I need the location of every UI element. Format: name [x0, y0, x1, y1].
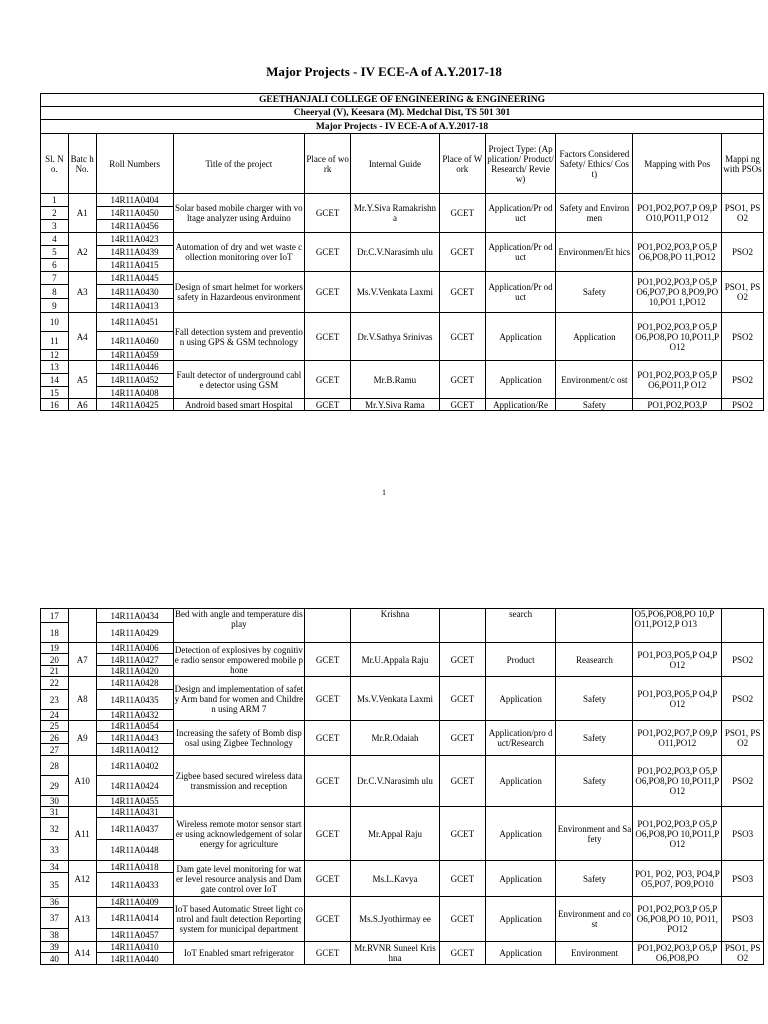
internal-guide-cell: Mr.Y.Siva Rama [351, 399, 440, 411]
document-title: Major Projects - IV ECE-A of A.Y.2017-18 [266, 64, 502, 79]
internal-guide-cell: Mr.R.Odaiah [351, 721, 440, 756]
projects-table-page1 [40, 93, 764, 411]
pso-mapping-cell: PSO1, PSO2 [722, 721, 764, 756]
sl-number-cell: 18 [41, 623, 69, 643]
batch-cell: A9 [68, 721, 96, 756]
factors-cell: Safety [556, 399, 633, 411]
internal-guide-cell: Mr.U.Appala Raju [351, 643, 440, 677]
sl-number-cell: 12 [41, 350, 69, 361]
table-row [41, 643, 764, 654]
project-type-cell: Application/pro duct/Research [485, 721, 556, 756]
project-type-cell: Application/Pr oduct [485, 272, 556, 313]
batch-cell: A1 [68, 194, 96, 233]
factors-cell: Safety [556, 721, 633, 756]
place-of-work-2-cell: GCET [439, 861, 485, 897]
internal-guide-cell: Ms.V.Venkata Laxmi [351, 677, 440, 721]
pso-mapping-cell: PSO1, PSO2 [722, 194, 764, 233]
place-of-work-cell: GCET [305, 313, 351, 361]
project-type-cell: Application [485, 942, 556, 965]
college-name: GEETHANJALI COLLEGE OF ENGINEERING & ENGINEERING [41, 94, 764, 107]
po-mapping-cell: PO1,PO3,PO5,P O4,PO12 [633, 677, 722, 721]
project-type-cell: Application [485, 897, 556, 942]
header-sl: Sl. No. [41, 134, 69, 194]
sl-number-cell: 24 [41, 710, 69, 721]
table-row [41, 942, 764, 953]
po-mapping-cell: PO1,PO2,PO3,P O5,PO6,PO8,PO 10,PO11,PO12 [633, 313, 722, 361]
po-mapping-cell: PO1,PO2,PO7,P O9,PO10,PO11,P O12 [633, 194, 722, 233]
roll-number-cell: 14R11A0415 [96, 259, 173, 272]
place-of-work-cell: GCET [305, 861, 351, 897]
factors-cell: Reasearch [556, 643, 633, 677]
po-mapping-cell: PO1, PO2, PO3, PO4,PO5,PO7, PO9,PO10 [633, 861, 722, 897]
sl-number-cell: 23 [41, 690, 69, 710]
roll-number-cell: 14R11A0450 [96, 207, 173, 220]
project-type-cell: Application [485, 313, 556, 361]
batch-cell: A3 [68, 272, 96, 313]
factors-cell: Environment [556, 942, 633, 965]
batch-cell: A14 [68, 942, 96, 965]
project-title-cell: Zigbee based secured wireless data transmission and reception [173, 756, 305, 807]
project-type-cell: Application [485, 756, 556, 807]
table-subtitle: Major Projects - IV ECE-A of A.Y.2017-18 [41, 120, 764, 134]
header-guide: Internal Guide [351, 134, 440, 194]
sl-number-cell: 28 [41, 756, 69, 776]
place-of-work-2-cell: GCET [439, 942, 485, 965]
project-title-cell: Solar based mobile charger with voltage analyzer using Arduino [173, 194, 305, 233]
po-mapping-cell: PO1,PO2,PO3,P [633, 399, 722, 411]
pso-mapping-cell: PSO3 [722, 897, 764, 942]
roll-number-cell: 14R11A0451 [96, 313, 173, 332]
internal-guide-cell: Mr.B.Ramu [351, 361, 440, 399]
roll-number-cell: 14R11A0413 [96, 299, 173, 313]
sl-number-cell: 5 [41, 246, 69, 259]
factors-cell [556, 609, 633, 643]
roll-number-cell: 14R11A0452 [96, 374, 173, 387]
project-type-cell: Product [485, 643, 556, 677]
pso-mapping-cell: PSO2 [722, 233, 764, 272]
table-row [41, 194, 764, 207]
place-of-work-cell: GCET [305, 399, 351, 411]
place-of-work-2-cell: GCET [439, 897, 485, 942]
roll-number-cell: 14R11A0457 [96, 929, 173, 942]
roll-number-cell: 14R11A0424 [96, 776, 173, 796]
place-of-work-2-cell: GCET [439, 677, 485, 721]
header-title: Title of the project [173, 134, 305, 194]
batch-cell: A8 [68, 677, 96, 721]
table-row [41, 677, 764, 690]
internal-guide-cell: Mr.Y.Siva Ramakrishna [351, 194, 440, 233]
project-title-cell: IoT Enabled smart refrigerator [173, 942, 305, 965]
header-factors: Factors Considered Safety/ Ethics/ Cost) [556, 134, 633, 194]
project-title-cell: Increasing the safety of Bomb disposal using Zigbee Technology [173, 721, 305, 756]
place-of-work-cell: GCET [305, 756, 351, 807]
roll-number-cell: 14R11A0454 [96, 721, 173, 732]
roll-number-cell: 14R11A0456 [96, 220, 173, 233]
roll-number-cell: 14R11A0432 [96, 710, 173, 721]
roll-number-cell: 14R11A0445 [96, 272, 173, 285]
factors-cell: Safety [556, 861, 633, 897]
project-type-cell: search [485, 609, 556, 643]
table-row [41, 609, 764, 623]
factors-cell: Environmen/Et hics [556, 233, 633, 272]
header-psos: Mappi ng with PSOs [722, 134, 764, 194]
project-type-cell: Application [485, 807, 556, 861]
roll-number-cell: 14R11A0439 [96, 246, 173, 259]
sl-number-cell: 27 [41, 744, 69, 756]
po-mapping-cell: PO1,PO2,PO7,P O9,PO11,PO12 [633, 721, 722, 756]
batch-cell: A7 [68, 643, 96, 677]
place-of-work-2-cell: GCET [439, 313, 485, 361]
factors-cell: Environment and cost [556, 897, 633, 942]
batch-cell: A11 [68, 807, 96, 861]
po-mapping-cell: PO1,PO2,PO3,P O5,PO6,PO11,P O12 [633, 361, 722, 399]
batch-cell: A5 [68, 361, 96, 399]
project-type-cell: Application [485, 861, 556, 897]
project-title-cell: Wireless remote motor sensor starter using acknowledgement of solar energy for agriculture [173, 807, 305, 861]
sl-number-cell: 9 [41, 299, 69, 313]
roll-number-cell: 14R11A0404 [96, 194, 173, 207]
table-row [41, 721, 764, 732]
header-batch: Batc h No. [68, 134, 96, 194]
sl-number-cell: 4 [41, 233, 69, 246]
place-of-work-cell: GCET [305, 272, 351, 313]
po-mapping-cell: PO1,PO2,PO3,P O5,PO6,PO8,PO [633, 942, 722, 965]
batch-cell [68, 609, 96, 643]
po-mapping-cell: PO1,PO3,PO5,P O4,PO12 [633, 643, 722, 677]
table-row [41, 807, 764, 818]
sl-number-cell: 2 [41, 207, 69, 220]
batch-cell: A6 [68, 399, 96, 411]
place-of-work-2-cell: GCET [439, 721, 485, 756]
roll-number-cell: 14R11A0410 [96, 942, 173, 953]
place-of-work-cell [305, 609, 351, 643]
project-title-cell: Design of smart helmet for workers safety in Hazardeous environment [173, 272, 305, 313]
place-of-work-cell: GCET [305, 677, 351, 721]
sl-number-cell: 21 [41, 666, 69, 677]
place-of-work-2-cell: GCET [439, 399, 485, 411]
roll-number-cell: 14R11A0428 [96, 677, 173, 690]
project-title-cell: Fall detection system and prevention using GPS & GSM technology [173, 313, 305, 361]
project-title-cell: Fault detector of underground cable detector using GSM [173, 361, 305, 399]
project-type-cell: Application/Re [485, 399, 556, 411]
place-of-work-2-cell [439, 609, 485, 643]
sl-number-cell: 3 [41, 220, 69, 233]
roll-number-cell: 14R11A0409 [96, 897, 173, 908]
internal-guide-cell: Dr.C.V.Narasimh ulu [351, 756, 440, 807]
roll-number-cell: 14R11A0418 [96, 861, 173, 873]
place-of-work-2-cell: GCET [439, 756, 485, 807]
factors-cell: Safety [556, 756, 633, 807]
header-project-type: Project Type: (Application/ Product/ Research/ Review) [485, 134, 556, 194]
place-of-work-cell: GCET [305, 643, 351, 677]
sl-number-cell: 36 [41, 897, 69, 908]
roll-number-cell: 14R11A0437 [96, 818, 173, 840]
sl-number-cell: 11 [41, 332, 69, 350]
header-place-of-work: Place of work [305, 134, 351, 194]
header-pos: Mapping with Pos [633, 134, 722, 194]
place-of-work-cell: GCET [305, 361, 351, 399]
table-row [41, 272, 764, 285]
roll-number-cell: 14R11A0402 [96, 756, 173, 776]
internal-guide-cell: Ms.V.Venkata Laxmi [351, 272, 440, 313]
project-title-cell: Detection of explosives by cognitive radio sensor empowered mobile phone [174, 644, 303, 675]
place-of-work-cell: GCET [305, 897, 351, 942]
sl-number-cell: 19 [41, 643, 69, 654]
roll-number-cell: 14R11A0443 [96, 732, 173, 744]
sl-number-cell: 37 [41, 908, 69, 929]
po-mapping-cell: PO1,PO2,PO3,P O5,PO6,PO8,PO 10,PO11,PO12 [633, 807, 722, 861]
batch-cell: A10 [68, 756, 96, 807]
table-row [41, 861, 764, 873]
table-row [41, 361, 764, 374]
place-of-work-2-cell: GCET [439, 233, 485, 272]
project-title-cell: Automation of dry and wet waste collection monitoring over IoT [173, 233, 305, 272]
roll-number-cell: 14R11A0455 [96, 796, 173, 807]
place-of-work-2-cell: GCET [439, 272, 485, 313]
batch-cell: A13 [68, 897, 96, 942]
table-row [41, 233, 764, 246]
roll-number-cell: 14R11A0423 [96, 233, 173, 246]
internal-guide-cell: Ms.L.Kavya [351, 861, 440, 897]
roll-number-cell: 14R11A0440 [96, 953, 173, 965]
sl-number-cell: 6 [41, 259, 69, 272]
batch-cell: A2 [68, 233, 96, 272]
po-mapping-cell: O5,PO6,PO8,PO 10,PO11,PO12,P O13 [633, 609, 722, 643]
pso-mapping-cell [722, 609, 764, 643]
place-of-work-cell: GCET [305, 233, 351, 272]
pso-mapping-cell: PSO3 [722, 807, 764, 861]
table-row [41, 399, 764, 411]
project-type-cell: Application [485, 677, 556, 721]
projects-table-page2 [40, 608, 764, 965]
roll-number-cell: 14R11A0408 [96, 387, 173, 399]
roll-number-cell: 14R11A0460 [96, 332, 173, 350]
sl-number-cell: 20 [41, 654, 69, 666]
roll-number-cell: 14R11A0448 [96, 840, 173, 861]
sl-number-cell: 33 [41, 840, 69, 861]
sl-number-cell: 15 [41, 387, 69, 399]
college-address: Cheeryal (V), Keesara (M). Medchal Dist, TS 501 301 [41, 107, 764, 120]
sl-number-cell: 10 [41, 313, 69, 332]
place-of-work-cell: GCET [305, 194, 351, 233]
po-mapping-cell: PO1,PO2,PO3,P O5,PO6,PO8,PO 10, PO11,PO12 [633, 897, 722, 942]
sl-number-cell: 32 [41, 818, 69, 840]
roll-number-cell: 14R11A0412 [96, 744, 173, 756]
sl-number-cell: 1 [41, 194, 69, 207]
pso-mapping-cell: PSO2 [722, 313, 764, 361]
roll-number-cell: 14R11A0459 [96, 350, 173, 361]
po-mapping-cell: PO1,PO2,PO3,P O5,PO6,PO7,PO 8,PO9,PO10,PO1 1,PO12 [633, 272, 722, 313]
pso-mapping-cell: PSO2 [722, 399, 764, 411]
factors-cell: Environment/c ost [556, 361, 633, 399]
factors-cell: Safety and Environmen [556, 194, 633, 233]
project-type-cell: Application/Pr oduct [485, 233, 556, 272]
internal-guide-cell: Dr.V.Sathya Srinivas [351, 313, 440, 361]
place-of-work-cell: GCET [305, 807, 351, 861]
project-title-cell: Dam gate level monitoring for water level resource analysis and Dam gate control over IoT [173, 861, 305, 897]
roll-number-cell: 14R11A0429 [96, 623, 173, 643]
po-mapping-cell: PO1,PO2,PO3,P O5,PO6,PO8,PO 10,PO11,PO12 [633, 756, 722, 807]
sl-number-cell: 39 [41, 942, 69, 953]
roll-number-cell: 14R11A0433 [96, 873, 173, 897]
pso-mapping-cell: PSO2 [722, 643, 764, 677]
project-type-cell: Application/Pr oduct [485, 194, 556, 233]
roll-number-cell: 14R11A0425 [96, 399, 173, 411]
roll-number-cell: 14R11A0430 [96, 285, 173, 299]
project-title-cell: Design and implementation of safety Arm band for women and Children using ARM 7 [173, 677, 305, 721]
factors-cell: Application [556, 313, 633, 361]
sl-number-cell: 34 [41, 861, 69, 873]
page-number: 1 [382, 488, 386, 497]
roll-number-cell: 14R11A0414 [96, 908, 173, 929]
batch-cell: A4 [68, 313, 96, 361]
sl-number-cell: 17 [41, 609, 69, 623]
table-row [41, 313, 764, 332]
sl-number-cell: 8 [41, 285, 69, 299]
factors-cell: Safety [556, 677, 633, 721]
roll-number-cell: 14R11A0406 [96, 643, 173, 654]
place-of-work-2-cell: GCET [439, 807, 485, 861]
internal-guide-cell: Mr.RVNR Suneel Krishna [351, 942, 440, 965]
internal-guide-cell: Ms.S.Jyothirmay ee [351, 897, 440, 942]
sl-number-cell: 30 [41, 796, 69, 807]
header-roll: Roll Numbers [96, 134, 173, 194]
sl-number-cell: 14 [41, 374, 69, 387]
roll-number-cell: 14R11A0420 [96, 666, 173, 677]
sl-number-cell: 13 [41, 361, 69, 374]
sl-number-cell: 26 [41, 732, 69, 744]
roll-number-cell: 14R11A0427 [96, 654, 173, 666]
sl-number-cell: 40 [41, 953, 69, 965]
sl-number-cell: 7 [41, 272, 69, 285]
factors-cell: Safety [556, 272, 633, 313]
pso-mapping-cell: PSO1, PSO2 [722, 942, 764, 965]
sl-number-cell: 35 [41, 873, 69, 897]
header-row [41, 134, 764, 194]
internal-guide-cell: Krishna [351, 609, 440, 643]
pso-mapping-cell: PSO1, PSO2 [722, 272, 764, 313]
batch-cell: A12 [68, 861, 96, 897]
place-of-work-2-cell: GCET [439, 643, 485, 677]
project-title-cell: IoT based Automatic Street light control and fault detection Reporting system for municipal department [173, 897, 305, 942]
table-row [41, 756, 764, 776]
factors-cell: Environment and Safety [556, 807, 633, 861]
place-of-work-2-cell: GCET [439, 194, 485, 233]
roll-number-cell: 14R11A0435 [96, 690, 173, 710]
table-row [41, 897, 764, 908]
internal-guide-cell: Dr.C.V.Narasimh ulu [351, 233, 440, 272]
sl-number-cell: 22 [41, 677, 69, 690]
internal-guide-cell: Mr.Appal Raju [351, 807, 440, 861]
roll-number-cell: 14R11A0431 [96, 807, 173, 818]
pso-mapping-cell: PSO2 [722, 361, 764, 399]
pso-mapping-cell: PSO3 [722, 861, 764, 897]
sl-number-cell: 16 [41, 399, 69, 411]
pso-mapping-cell: PSO2 [722, 756, 764, 807]
project-title-cell: Bed with angle and temperature display [173, 609, 305, 643]
pso-mapping-cell: PSO2 [722, 677, 764, 721]
sl-number-cell: 38 [41, 929, 69, 942]
sl-number-cell: 25 [41, 721, 69, 732]
place-of-work-cell: GCET [305, 721, 351, 756]
roll-number-cell: 14R11A0446 [96, 361, 173, 374]
header-place-of-work-2: Place of Work [439, 134, 485, 194]
sl-number-cell: 31 [41, 807, 69, 818]
project-type-cell: Application [485, 361, 556, 399]
roll-number-cell: 14R11A0434 [96, 609, 173, 623]
sl-number-cell: 29 [41, 776, 69, 796]
place-of-work-2-cell: GCET [439, 361, 485, 399]
project-title-cell: Android based smart Hospital [173, 399, 305, 411]
place-of-work-cell: GCET [305, 942, 351, 965]
po-mapping-cell: PO1,PO2,PO3,P O5,PO6,PO8,PO 11,PO12 [633, 233, 722, 272]
